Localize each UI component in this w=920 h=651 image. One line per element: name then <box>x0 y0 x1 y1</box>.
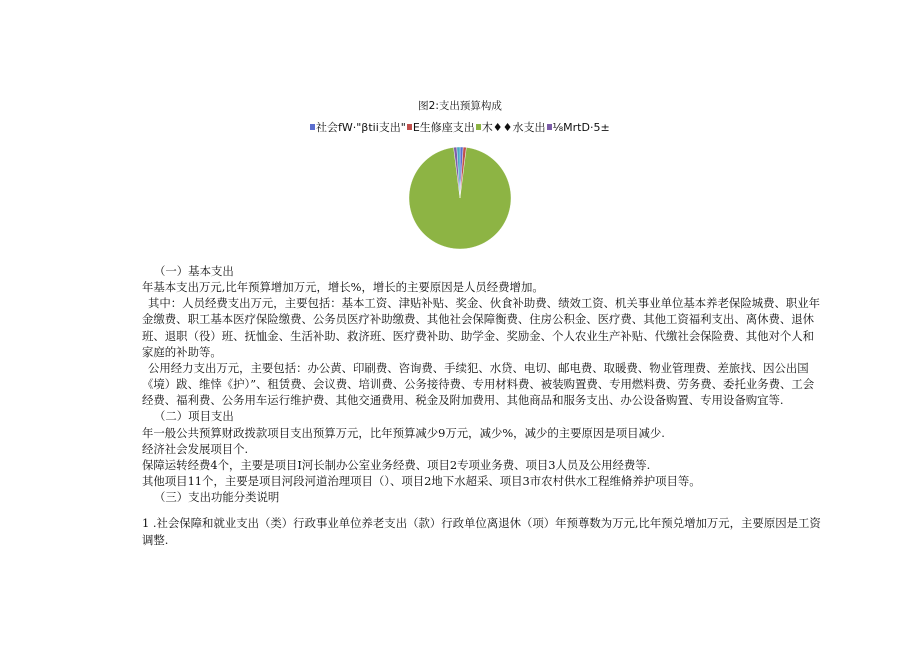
chart-title: 图2:支出预算构成 <box>418 100 502 112</box>
paragraph: 1 .社会保障和就业支出（类）行政事业单位养老支出（款）行政单位离退休（项）年预尊数为万元,比年预兑增加万元，主要原因是工资调整. <box>142 516 821 547</box>
legend-label: 木♦♦水支出 <box>481 121 546 134</box>
paragraph: 其他项目11个，主要是项目河段河道治理项目（）、项目2地下水超采、项目3市农村供水工程维脩养护项目等。 <box>142 474 701 489</box>
legend-swatch <box>407 124 412 130</box>
document-body <box>142 263 822 548</box>
section-heading-project: （二）项目支出 <box>154 409 234 424</box>
section-heading-basic: （一）基本支出 <box>154 264 234 278</box>
paragraph: 保障运转经费4个，主要是项目I河长制办公室业务经费、项目2专项业务费、项目3人员及公用经费等. <box>142 457 651 472</box>
legend-swatch <box>547 124 552 130</box>
legend-item <box>310 121 406 134</box>
legend-label: ⅛MrtD·5± <box>552 121 610 134</box>
legend-swatch <box>476 124 481 130</box>
paragraph: 经济社会发展项目个. <box>142 441 249 456</box>
legend-item <box>407 121 475 134</box>
chart-legend <box>310 119 610 135</box>
paragraph: 其中：人员经费支出万元，主要包括：基本工资、津贴补贴、奖金、伙食补助费、绩效工资、机关事业单位基本养老保险城费、职业年金缴费、职工基本医疗保险缴费、公务员医疗补助缴费、其他社会保障衡费、住房公积金、医疗费、其他工资福利支出、离休费、退休班、退职（役）班、抚恤金、生活补助、救济班、医疗费补助、助学金、奖励金、个人农业生产补贴、代缴社会保险费、其他对个人和家庭的补助等。 <box>142 296 821 359</box>
pie-chart <box>408 146 512 250</box>
legend-label: 社会fW·"βtii支出" <box>316 121 406 134</box>
section-heading-function: （三）支出功能分类说明 <box>154 490 280 505</box>
paragraph: 年一般公共预算财政拨款项目支出预算万元，比年预算减少9万元，减少%，减少的主要原因是项目减少. <box>142 425 665 440</box>
legend-item <box>476 121 546 134</box>
paragraph: 年基本支出万元,比年预算增加万元，增长%，增长的主要原因是人员经费增加。 <box>142 280 544 295</box>
paragraph: 公用经力支出万元，主要包括：办公黄、印刷费、咨询费、手续犯、水贷、电切、邮电费、取暖费、物业管理费、差旅找、因公出国《境）跋、维悻《护）”、租赁费、会议费、培训费、公务接待费、专用材料费、被装购置费、专用燃料费、劳务费、委托业务费、工会经费、福利费、公务用车运行维护费、其他交通费用、税金及附加费用、其他商品和服务支出、办公设备购置、专用设备购宜等. <box>142 360 815 408</box>
legend-swatch <box>310 124 315 130</box>
legend-item <box>547 121 610 134</box>
legend-label: E生修座支出 <box>412 121 475 134</box>
